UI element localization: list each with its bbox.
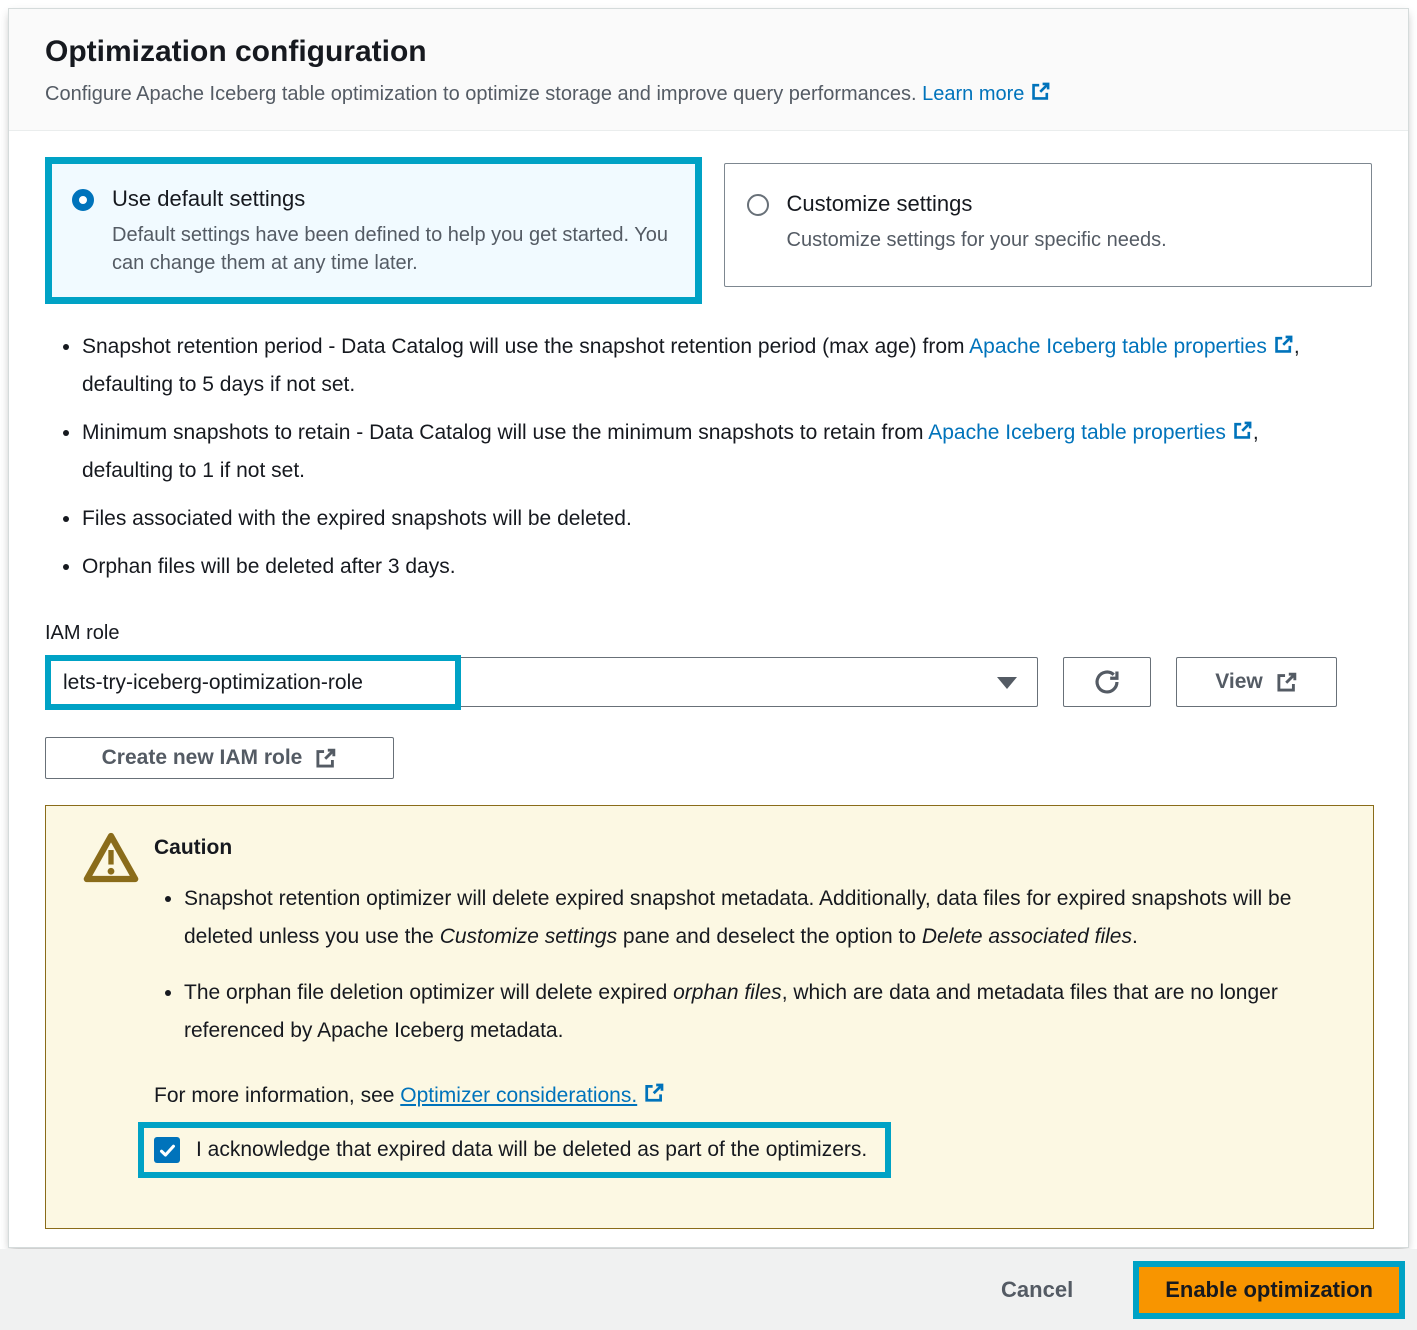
caution-text-italic: orphan files	[673, 981, 782, 1004]
bullet-text: , defaulting to 5 days if not set.	[82, 335, 1300, 396]
option-card-customize-settings[interactable]	[724, 163, 1373, 287]
external-link-icon	[1273, 334, 1294, 355]
check-icon	[158, 1141, 177, 1160]
more-information-line	[154, 1082, 1314, 1108]
page-title: Optimization configuration	[45, 35, 427, 68]
option-card-use-default-settings[interactable]	[45, 157, 702, 304]
external-link-icon	[643, 1082, 665, 1104]
caution-bullet-list	[154, 880, 1314, 1050]
iceberg-table-properties-link[interactable]	[928, 421, 1253, 444]
caution-title: Caution	[154, 836, 233, 859]
list-item	[82, 500, 1315, 538]
caution-alert	[45, 805, 1374, 1229]
caution-text: , which are data and metadata files that are no longer referenced by Apache Iceberg metadata.	[184, 981, 1278, 1042]
enable-optimization-highlight-annotation	[1133, 1261, 1405, 1319]
list-item	[184, 974, 1314, 1050]
optimization-configuration-dialog	[8, 8, 1409, 1248]
iam-role-label: IAM role	[45, 622, 120, 644]
iam-role-select[interactable]	[45, 657, 1038, 707]
option-description: Default settings have been defined to help you get started. You can change them at any time later.	[112, 224, 668, 274]
radio-unselected-icon[interactable]	[747, 194, 769, 216]
iceberg-table-properties-link[interactable]	[969, 335, 1294, 358]
default-settings-bullet-list	[45, 328, 1315, 586]
acknowledge-label: I acknowledge that expired data will be deleted as part of the optimizers.	[196, 1138, 868, 1161]
page-subtitle	[45, 81, 1372, 106]
checkbox-checked-icon[interactable]	[154, 1137, 180, 1163]
create-iam-role-label: Create new IAM role	[101, 746, 303, 769]
warning-triangle-icon	[82, 830, 140, 886]
cancel-button[interactable]: Cancel	[987, 1269, 1087, 1311]
caution-text: pane and deselect the option to	[617, 925, 922, 948]
caution-text: .	[1131, 925, 1138, 948]
caution-content	[154, 830, 1314, 1214]
list-item	[82, 414, 1315, 490]
external-link-icon	[1232, 420, 1253, 441]
option-text	[112, 186, 677, 277]
caret-down-icon	[997, 677, 1017, 689]
bullet-text: Snapshot retention period - Data Catalog will use the snapshot retention period (max age) from	[82, 335, 970, 358]
external-link-icon	[1030, 81, 1051, 102]
option-description: Customize settings for your specific needs.	[786, 229, 1167, 251]
view-role-button[interactable]	[1176, 657, 1337, 707]
link-label: Apache Iceberg table properties	[969, 335, 1267, 358]
radio-selected-icon[interactable]	[72, 189, 94, 211]
option-label: Use default settings	[112, 186, 306, 211]
learn-more-label: Learn more	[922, 83, 1025, 105]
link-label: Optimizer considerations.	[400, 1084, 638, 1107]
caution-text-italic: Delete associated files	[921, 925, 1132, 948]
option-text	[787, 191, 1167, 266]
refresh-button[interactable]	[1063, 657, 1151, 707]
selected-iam-role-value: lets-try-iceberg-optimization-role	[63, 670, 363, 694]
footer-bar	[0, 1249, 1417, 1330]
list-item	[82, 328, 1315, 404]
bullet-text: Minimum snapshots to retain - Data Catalog will use the minimum snapshots to retain from	[82, 421, 929, 444]
iam-role-row	[45, 657, 1372, 707]
optimizer-considerations-link[interactable]	[400, 1084, 637, 1107]
external-link-icon	[314, 747, 337, 770]
info-text: For more information, see	[154, 1084, 401, 1107]
list-item	[184, 880, 1314, 956]
dialog-header	[9, 9, 1408, 131]
caution-text-italic: Customize settings	[439, 925, 618, 948]
list-item	[82, 548, 1315, 586]
bullet-text: , defaulting to 1 if not set.	[82, 421, 1259, 482]
refresh-icon	[1092, 667, 1122, 697]
link-label: Apache Iceberg table properties	[928, 421, 1226, 444]
bullet-text: Files associated with the expired snapshots will be deleted.	[82, 507, 632, 530]
option-label: Customize settings	[786, 191, 973, 216]
selected-role-highlight-annotation	[45, 655, 461, 710]
learn-more-link[interactable]	[922, 83, 1051, 105]
enable-optimization-button[interactable]: Enable optimization	[1139, 1267, 1399, 1313]
caution-text: The orphan file deletion optimizer will delete expired	[184, 981, 674, 1004]
acknowledge-checkbox-row[interactable]	[138, 1122, 891, 1178]
settings-options	[45, 157, 1372, 304]
subtitle-text: Configure Apache Iceberg table optimization to optimize storage and improve query performances.	[45, 83, 917, 105]
external-link-icon	[1275, 671, 1298, 694]
dialog-body	[9, 131, 1408, 1229]
bullet-text: Orphan files will be deleted after 3 days.	[82, 555, 456, 578]
view-label: View	[1215, 670, 1263, 693]
create-iam-role-button[interactable]	[45, 737, 394, 779]
caution-text: Snapshot retention optimizer will delete expired snapshot metadata. Additionally, data files for expired snapshots will be deleted unless you use the	[184, 887, 1292, 948]
